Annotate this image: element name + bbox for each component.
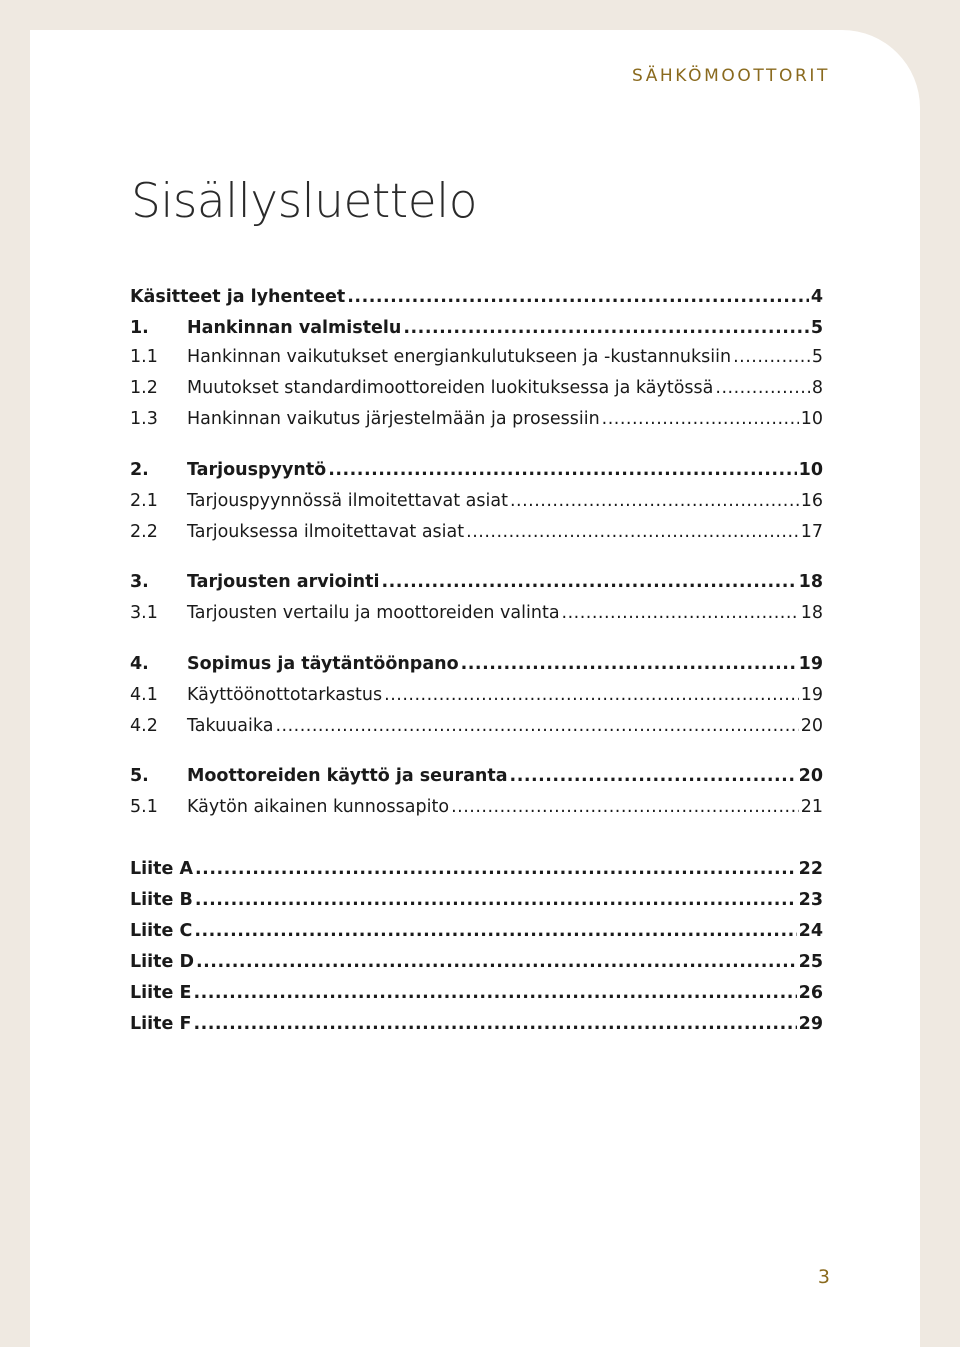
toc-entry-label: Hankinnan vaikutukset energiankulutukseen ja -kustannuksiin	[187, 347, 732, 367]
dot-leader	[195, 857, 797, 881]
dot-leader	[451, 795, 799, 819]
toc-entry-label: Tarjousten arviointi	[187, 572, 380, 592]
toc-entry-page: 10	[798, 460, 823, 480]
toc-entry-page: 29	[798, 1014, 823, 1034]
toc-entry-number: 1.3	[130, 409, 158, 429]
dot-leader	[510, 489, 799, 513]
toc-entry-page: 19	[798, 654, 823, 674]
toc-entry-label: Muutokset standardimoottoreiden luokituksessa ja käytössä	[187, 378, 714, 398]
dot-leader	[328, 458, 796, 482]
toc-entry[interactable]	[130, 376, 823, 400]
dot-leader	[275, 714, 798, 738]
toc-entry[interactable]	[130, 764, 823, 788]
toc-entry-number: 1.1	[130, 347, 158, 367]
toc-entry-number: 5.	[130, 766, 149, 786]
toc-entry[interactable]	[130, 1012, 823, 1036]
toc-entry-label: Käytön aikainen kunnossapito	[187, 797, 450, 817]
toc-entry[interactable]	[130, 345, 823, 369]
toc-entry[interactable]	[130, 316, 823, 340]
running-header: SÄHKÖMOOTTORIT	[631, 66, 830, 86]
toc-entry[interactable]	[130, 857, 823, 881]
toc-entry[interactable]	[130, 407, 823, 431]
toc-entry-label: Liite E	[130, 983, 192, 1003]
toc-entry-number: 3.	[130, 572, 149, 592]
dot-leader	[510, 764, 797, 788]
toc-entry-page: 20	[800, 716, 823, 736]
toc-entry-number: 2.	[130, 460, 149, 480]
toc-entry[interactable]	[130, 950, 823, 974]
toc-entry[interactable]	[130, 795, 823, 819]
toc-entry-label: Tarjousten vertailu ja moottoreiden valinta	[187, 603, 560, 623]
dot-leader	[403, 316, 808, 340]
dot-leader	[193, 1012, 796, 1036]
toc-entry-label: Moottoreiden käyttö ja seuranta	[187, 766, 508, 786]
toc-entry-label: Tarjouspyyntö	[187, 460, 327, 480]
toc-entry[interactable]	[130, 520, 823, 544]
toc-entry[interactable]	[130, 919, 823, 943]
toc-entry-number: 2.2	[130, 522, 158, 542]
toc-entry[interactable]	[130, 888, 823, 912]
toc-entry-number: 1.	[130, 318, 149, 338]
toc-entry-number: 5.1	[130, 797, 158, 817]
toc-entry-label: Tarjouksessa ilmoitettavat asiat	[187, 522, 465, 542]
toc-entry-label: Hankinnan vaikutus järjestelmään ja prosessiin	[187, 409, 600, 429]
toc-entry[interactable]	[130, 285, 823, 309]
dot-leader	[384, 683, 799, 707]
dot-leader	[733, 345, 810, 369]
toc-entry-page: 8	[811, 378, 823, 398]
toc-entry[interactable]	[130, 714, 823, 738]
toc-entry-number: 2.1	[130, 491, 158, 511]
toc-entry-label: Liite A	[130, 859, 194, 879]
toc-entry-number: 4.2	[130, 716, 158, 736]
toc-entry-page: 5	[811, 347, 823, 367]
toc-entry-label: Takuuaika	[187, 716, 274, 736]
dot-leader	[466, 520, 799, 544]
toc-entry-label: Liite C	[130, 921, 193, 941]
toc-entry[interactable]	[130, 683, 823, 707]
dot-leader	[194, 919, 796, 943]
toc-entry-number: 4.	[130, 654, 149, 674]
dot-leader	[562, 601, 799, 625]
toc-entry-page: 5	[810, 318, 823, 338]
dot-leader	[195, 888, 797, 912]
dot-leader	[196, 950, 797, 974]
toc-entry-page: 26	[798, 983, 823, 1003]
toc-entry-label: Käsitteet ja lyhenteet	[130, 287, 346, 307]
toc-entry-page: 24	[798, 921, 823, 941]
dot-leader	[382, 570, 797, 594]
toc-entry-page: 20	[798, 766, 823, 786]
page-title: Sisällysluettelo	[131, 174, 477, 229]
toc-entry-number: 4.1	[130, 685, 158, 705]
toc-entry[interactable]	[130, 570, 823, 594]
toc-entry-label: Liite F	[130, 1014, 192, 1034]
dot-leader	[715, 376, 809, 400]
toc-entry-label: Liite B	[130, 890, 193, 910]
toc-entry[interactable]	[130, 652, 823, 676]
toc-entry-page: 21	[800, 797, 823, 817]
toc-entry-label: Sopimus ja täytäntöönpano	[187, 654, 459, 674]
dot-leader	[602, 407, 799, 431]
toc-entry-page: 10	[800, 409, 823, 429]
toc-entry-label: Liite D	[130, 952, 195, 972]
toc-entry[interactable]	[130, 601, 823, 625]
toc-entry-page: 22	[798, 859, 823, 879]
dot-leader	[347, 285, 809, 309]
dot-leader	[193, 981, 796, 1005]
page-number: 3	[817, 1266, 830, 1288]
toc-entry-page: 18	[798, 572, 823, 592]
toc-entry[interactable]	[130, 981, 823, 1005]
toc-entry-page: 19	[800, 685, 823, 705]
toc-entry[interactable]	[130, 458, 823, 482]
dot-leader	[461, 652, 797, 676]
toc-entry-label: Tarjouspyynnössä ilmoitettavat asiat	[187, 491, 508, 511]
toc-entry-number: 3.1	[130, 603, 158, 623]
toc-entry-page: 17	[800, 522, 823, 542]
toc-entry-number: 1.2	[130, 378, 158, 398]
toc-entry-page: 4	[810, 287, 823, 307]
toc-entry-page: 23	[798, 890, 823, 910]
toc-entry-label: Käyttöönottotarkastus	[187, 685, 383, 705]
toc-entry-page: 16	[800, 491, 823, 511]
toc-entry[interactable]	[130, 489, 823, 513]
toc-entry-page: 18	[800, 603, 823, 623]
toc-entry-label: Hankinnan valmistelu	[187, 318, 402, 338]
toc-entry-page: 25	[798, 952, 823, 972]
